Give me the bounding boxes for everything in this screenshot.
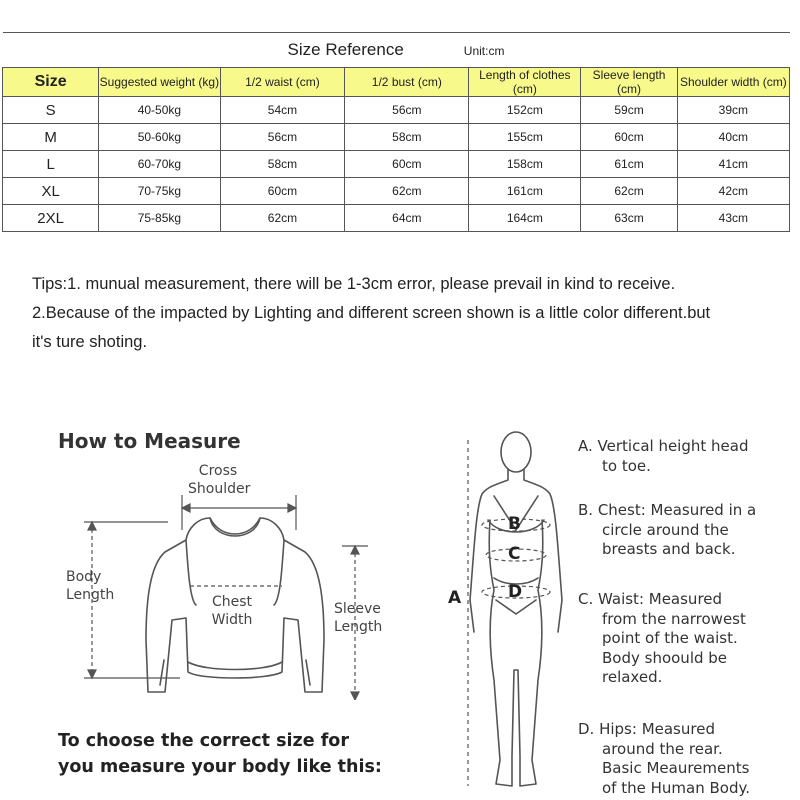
table-title: Size Reference — [287, 40, 404, 59]
tips-line-2: 2.Because of the impacted by Lighting and different screen shown is a little color different.but — [32, 304, 711, 322]
sleeve-length-line-1: Sleeve — [334, 601, 381, 617]
table-cell: 43cm — [677, 205, 789, 232]
table-cell: 58cm — [220, 151, 345, 178]
chest-width-line-1: Chest — [211, 594, 253, 610]
desc-c-line-1: C. Waist: Measured — [578, 590, 723, 608]
table-cell: 62cm — [581, 178, 677, 205]
desc-a-line-1: A. Vertical height head — [578, 437, 749, 455]
description-b — [578, 501, 756, 560]
desc-c-line-2: from the narrowest — [602, 609, 746, 628]
cross-shoulder-label — [188, 462, 251, 498]
table-title-row — [3, 33, 790, 68]
choose-size-instructions — [58, 728, 382, 780]
table-cell: 60-70kg — [99, 151, 220, 178]
table-cell: 164cm — [469, 205, 581, 232]
desc-d-line-3: Basic Meaurements — [602, 759, 750, 777]
tips-line-3: it's ture shoting. — [32, 333, 148, 351]
letter-c: C — [508, 544, 521, 564]
table-cell: 62cm — [220, 205, 345, 232]
table-header-row — [3, 68, 790, 97]
table-cell: 63cm — [581, 205, 677, 232]
desc-b-line-1: B. Chest: Measured in a — [578, 501, 757, 519]
header-size: Size — [3, 68, 99, 97]
desc-c-line-3: point of the waist. — [602, 629, 738, 647]
letter-a: A — [448, 588, 462, 608]
table-row — [3, 178, 790, 205]
letter-b: B — [508, 514, 521, 534]
table-row — [3, 124, 790, 151]
table-cell: M — [3, 124, 99, 151]
choose-line-2: you measure your body like this: — [58, 757, 382, 777]
table-cell: 42cm — [677, 178, 789, 205]
header-length: Length of clothes (cm) — [469, 68, 581, 97]
table-cell: 59cm — [581, 97, 677, 124]
table-cell: 2XL — [3, 205, 99, 232]
description-d — [578, 720, 750, 798]
chest-width-label — [204, 593, 260, 629]
table-cell: 40-50kg — [99, 97, 220, 124]
header-weight: Suggested weight (kg) — [99, 68, 220, 97]
table-cell: 161cm — [469, 178, 581, 205]
table-cell: 50-60kg — [99, 124, 220, 151]
table-cell: S — [3, 97, 99, 124]
table-cell: 58cm — [345, 124, 469, 151]
header-waist: 1/2 waist (cm) — [220, 68, 345, 97]
table-cell: 56cm — [220, 124, 345, 151]
table-cell: L — [3, 151, 99, 178]
table-cell: 60cm — [220, 178, 345, 205]
desc-d-line-2: around the rear. — [602, 739, 723, 758]
table-cell: 70-75kg — [99, 178, 220, 205]
table-cell: 155cm — [469, 124, 581, 151]
desc-d-line-1: D. Hips: Measured — [578, 720, 715, 738]
how-to-measure-heading: How to Measure — [58, 429, 241, 453]
table-title-cell — [3, 33, 790, 68]
header-sleeve: Sleeve length (cm) — [581, 68, 677, 97]
table-cell: 64cm — [345, 205, 469, 232]
size-reference-table — [2, 32, 790, 232]
table-cell: 75-85kg — [99, 205, 220, 232]
cross-shoulder-line-2: Shoulder — [188, 481, 251, 497]
desc-c-line-4: Body shoould be — [602, 648, 728, 667]
desc-b-line-3: breasts and back. — [602, 540, 736, 558]
table-cell: 41cm — [677, 151, 789, 178]
header-bust: 1/2 bust (cm) — [345, 68, 469, 97]
table-cell: 158cm — [469, 151, 581, 178]
table-cell: XL — [3, 178, 99, 205]
table-row — [3, 205, 790, 232]
chest-width-line-2: Width — [211, 612, 253, 628]
desc-b-line-2: circle around the — [602, 520, 729, 539]
table-cell: 62cm — [345, 178, 469, 205]
table-unit: Unit:cm — [463, 44, 505, 58]
table-cell: 56cm — [345, 97, 469, 124]
sleeve-length-line-2: Length — [334, 619, 383, 635]
table-cell: 39cm — [677, 97, 789, 124]
desc-d-line-4: of the Human Body. — [602, 778, 750, 797]
tips-section — [32, 270, 792, 357]
desc-a-line-2: to toe. — [602, 456, 651, 475]
choose-line-1: To choose the correct size for — [58, 731, 349, 751]
description-c — [578, 590, 746, 688]
measurement-diagram — [0, 400, 800, 800]
head-outline — [501, 432, 531, 472]
table-cell: 61cm — [581, 151, 677, 178]
body-length-label — [66, 568, 114, 604]
body-length-line-1: Body — [66, 569, 102, 585]
header-shoulder: Shoulder width (cm) — [677, 68, 789, 97]
table-cell: 54cm — [220, 97, 345, 124]
desc-c-line-5: relaxed. — [602, 668, 663, 686]
table-cell: 152cm — [469, 97, 581, 124]
tips-line-1: Tips:1. munual measurement, there will be 1-3cm error, please prevail in kind to receive. — [32, 275, 676, 293]
description-a — [578, 437, 748, 476]
cross-shoulder-line-1: Cross — [198, 463, 238, 479]
table-cell: 40cm — [677, 124, 789, 151]
letter-d: D — [508, 582, 523, 602]
body-length-line-2: Length — [66, 587, 115, 603]
sleeve-length-label — [334, 600, 382, 636]
table-cell: 60cm — [581, 124, 677, 151]
table-row — [3, 151, 790, 178]
table-cell: 60cm — [345, 151, 469, 178]
table-row — [3, 97, 790, 124]
